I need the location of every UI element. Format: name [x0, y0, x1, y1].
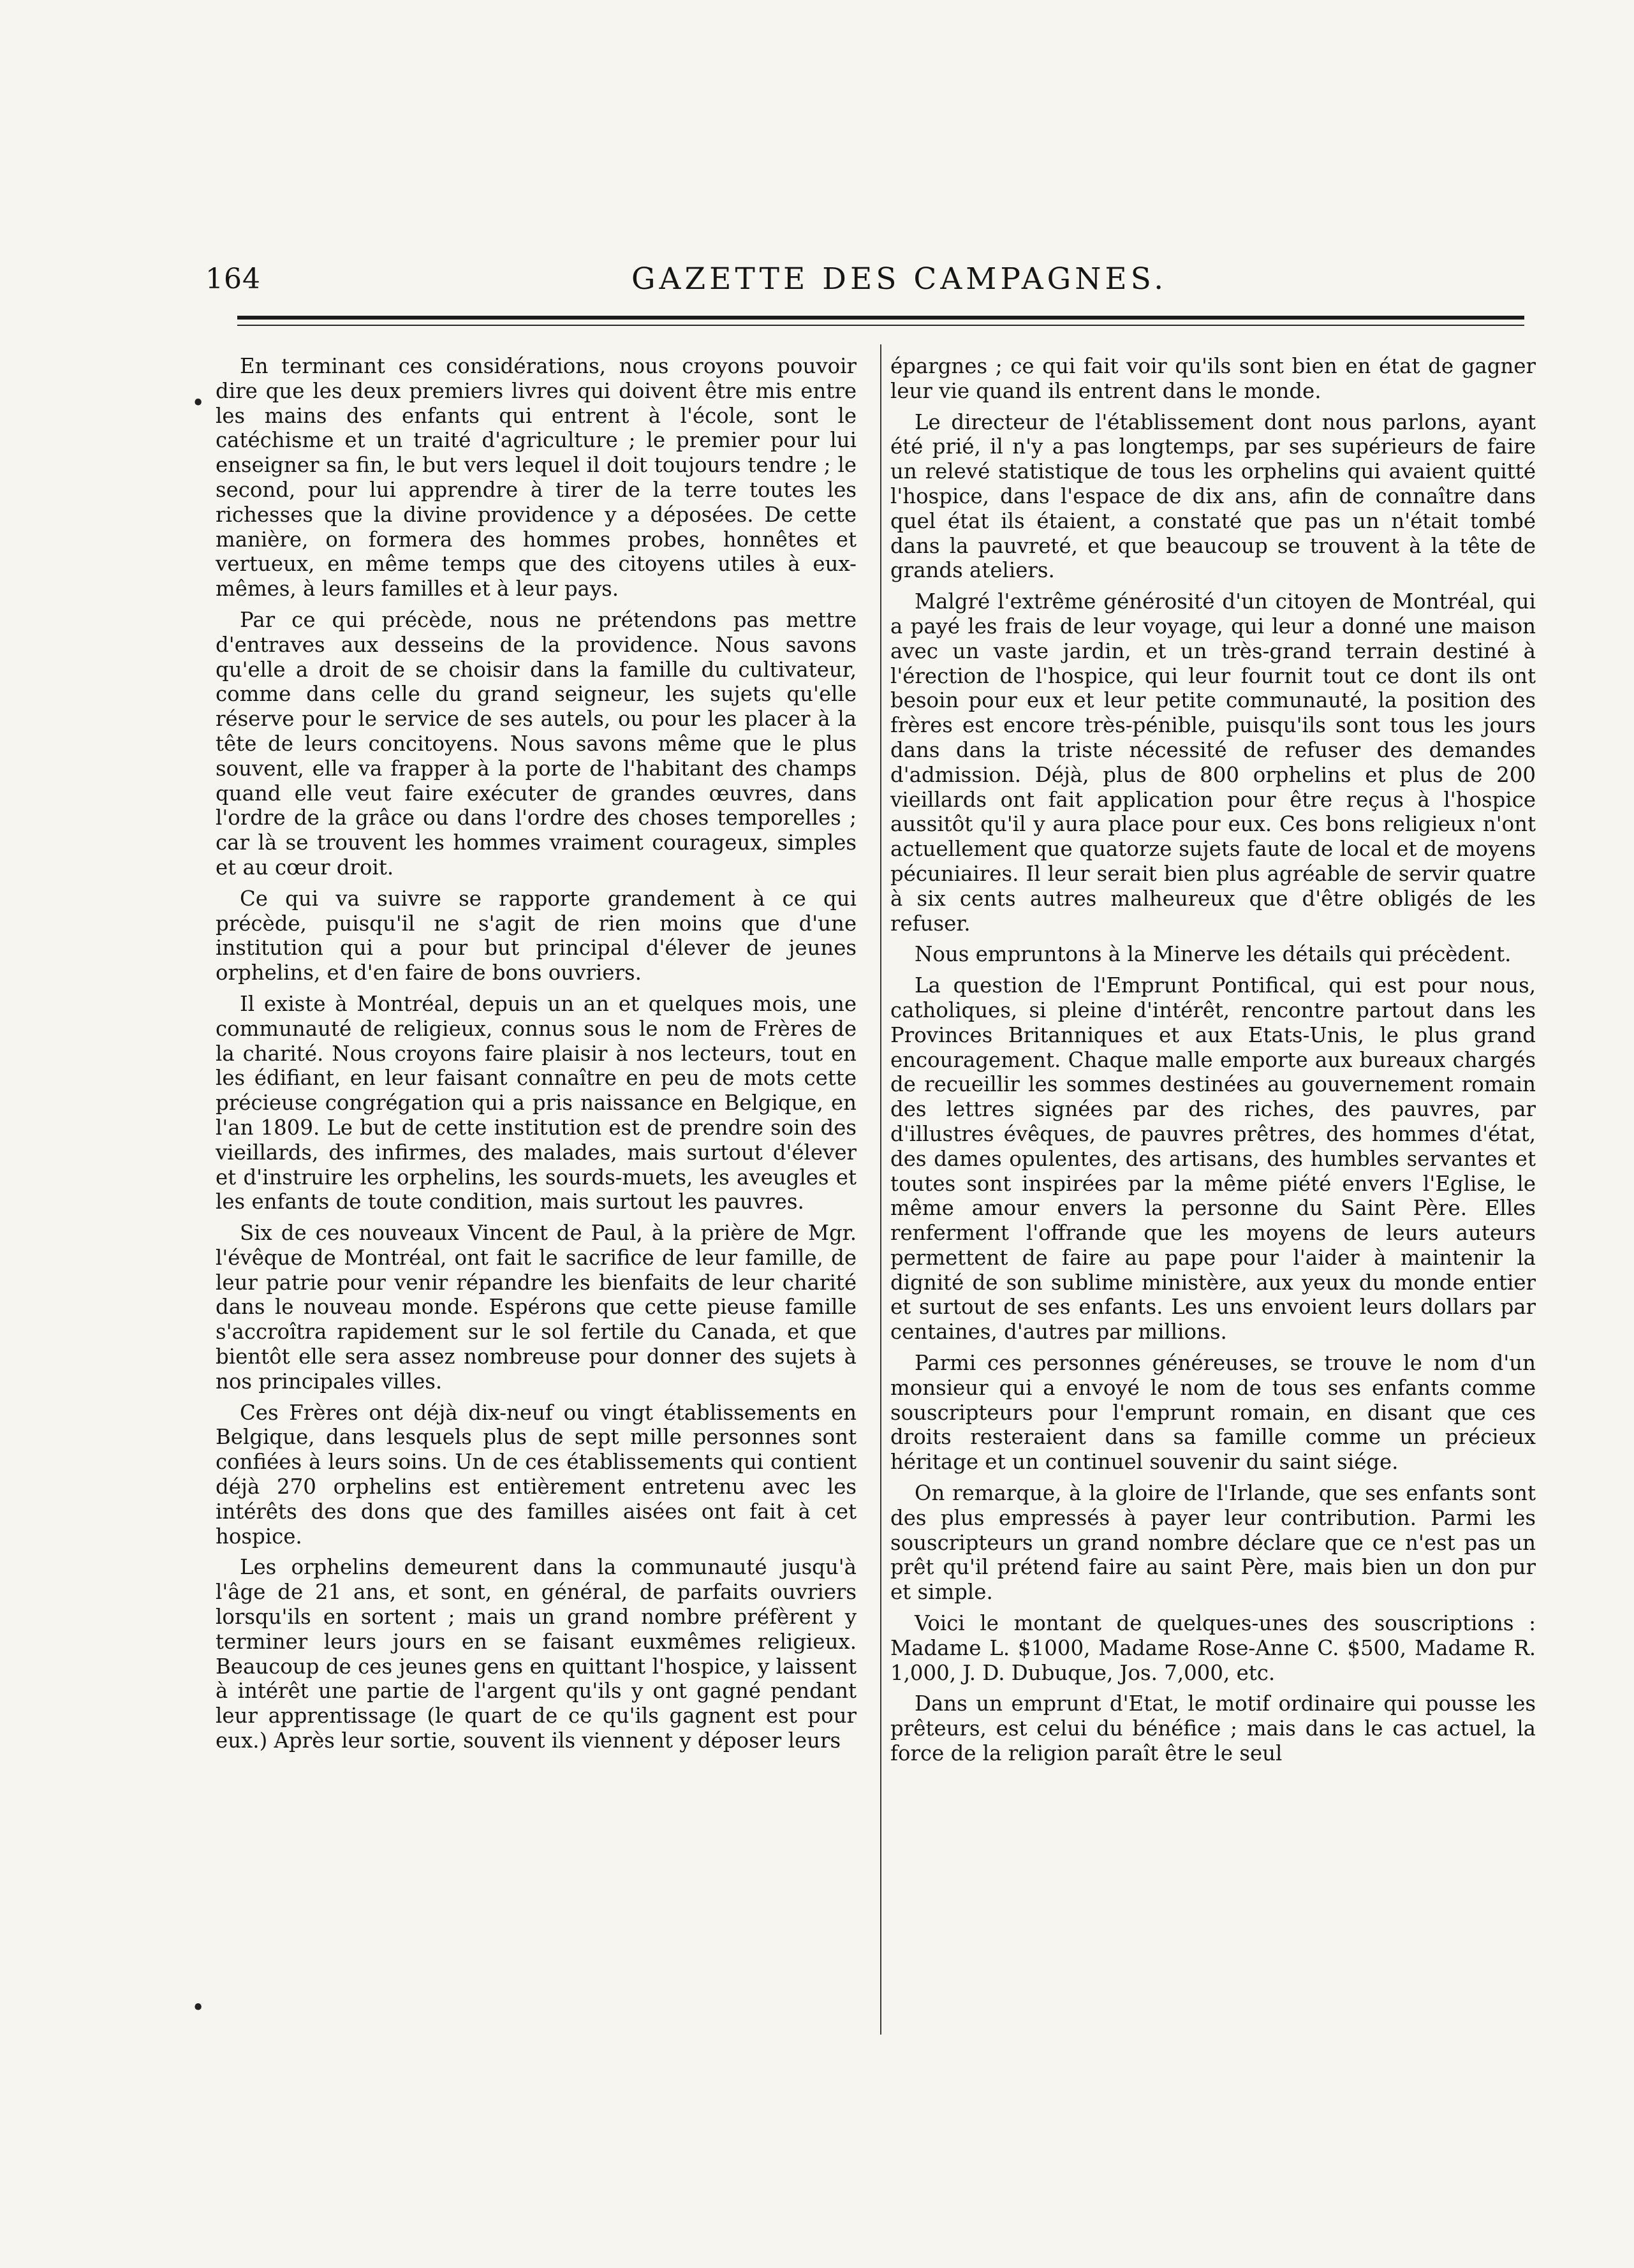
article-paragraph: Six de ces nouveaux Vincent de Paul, à la prière de Mgr. l'évêque de Montréal, ont fait le sacrifice de leur famille, de leur patrie pour venir répandre les bienfaits de leur charité dans le nouveau monde. Espérons que cette pieuse famille s'accroîtra rapidement sur le sol fertile du Canada, et que bientôt elle sera assez nombreuse pour donner des sujets à nos principales villes. — [216, 1221, 857, 1394]
page-number: 164 — [205, 263, 261, 295]
article-paragraph: Le directeur de l'établissement dont nous parlons, ayant été prié, il n'y a pas longtemps, par ses supérieurs de faire un relevé statistique de tous les orphelins qui avaient quitté l'hospice, dans l'espace de dix ans, afin de connaître dans quel état ils étaient, a constaté que pas un n'était tombé dans la pauvreté, et que beaucoup se trouvent à la tête de grands ateliers. — [890, 409, 1536, 583]
header-rule-thin — [237, 325, 1524, 326]
article-paragraph: Dans un emprunt d'Etat, le motif ordinaire qui pousse les prêteurs, est celui du bénéfice ; mais dans le cas actuel, la force de la religion paraît être le seul — [890, 1691, 1536, 1766]
article-paragraph: Ces Frères ont déjà dix-neuf ou vingt établissements en Belgique, dans lesquels plus de sept mille personnes sont confiées à leurs soins. Un de ces établissements qui contient déjà 270 orphelins est entièrement entretenu avec les intérêts des dons que des familles aisées ont fait à cet hospice. — [216, 1400, 857, 1549]
article-paragraph: Voici le montant de quelques-unes des souscriptions : Madame L. $1000, Madame Rose-Anne C. $500, Madame R. 1,000, J. D. Dubuque, Jos. 7,000, etc. — [890, 1611, 1536, 1685]
article-paragraph: Ce qui va suivre se rapporte grandement à ce qui précède, puisqu'il ne s'agit de rien moins que d'une institution qui a pour but principal d'élever de jeunes orphelins, et d'en faire de bons ouvriers. — [216, 886, 857, 985]
margin-dot: • — [191, 1995, 205, 2021]
article-paragraph: En terminant ces considérations, nous croyons pouvoir dire que les deux premiers livres qui doivent être mis entre les mains des enfants qui entrent à l'école, sont le catéchisme et un traité d'agriculture ; le premier pour lui enseigner sa fin, le but vers lequel il doit toujours tendre ; le second, pour lui apprendre à tirer de la terre toutes les richesses que la divine providence y a déposées. De cette manière, on formera des hommes probes, honnêtes et vertueux, en même temps que des citoyens utiles à eux-mêmes, à leurs familles et à leur pays. — [216, 354, 857, 601]
column-divider — [880, 344, 881, 2035]
left-column — [216, 354, 857, 1760]
running-title: GAZETTE DES CAMPAGNES. — [631, 261, 1168, 297]
article-paragraph: La question de l'Emprunt Pontifical, qui est pour nous, catholiques, si pleine d'intérêt, rencontre partout dans les Provinces Britanniques et aux Etats-Unis, le plus grand encouragement. Chaque malle emporte aux bureaux chargés de recueillir les sommes destinées au gouvernement romain des lettres signées par des riches, des pauvres, par d'illustres évêques, de pauvres prêtres, des hommes d'état, des dames opulentes, des artisans, des humbles servantes et toutes sont inspirées par la même piété envers l'Eglise, le même amour envers la personne du Saint Père. Elles renferment l'offrande que les moyens de leurs auteurs permettent de faire au pape pour l'aider à maintenir la dignité de son sublime ministère, aux yeux du monde entier et surtout de ses enfants. Les uns envoient leurs dollars par centaines, d'autres par millions. — [890, 973, 1536, 1344]
article-paragraph: On remarque, à la gloire de l'Irlande, que ses enfants sont des plus empressés à payer leur contribution. Parmi les souscripteurs un grand nombre déclare que ce n'est pas un prêt qu'il prétend faire au saint Père, mais bien un don pur et simple. — [890, 1481, 1536, 1605]
article-paragraph: Il existe à Montréal, depuis un an et quelques mois, une communauté de religieux, connus sous le nom de Frères de la charité. Nous croyons faire plaisir à nos lecteurs, tout en les édifiant, en leur faisant connaître en peu de mots cette précieuse congrégation qui a pris naissance en Belgique, en l'an 1809. Le but de cette institution est de prendre soin des vieillards, des infirmes, des malades, mais surtout d'élever et d'instruire les orphelins, les sourds-muets, les aveugles et les enfants de toute condition, mais surtout les pauvres. — [216, 991, 857, 1214]
article-paragraph: épargnes ; ce qui fait voir qu'ils sont bien en état de gagner leur vie quand ils entrent dans le monde. — [890, 354, 1536, 403]
article-paragraph: Parmi ces personnes généreuses, se trouve le nom d'un monsieur qui a envoyé le nom de tous ses enfants comme souscripteurs pour l'emprunt romain, en disant que ces droits resteraient dans sa famille comme un précieux héritage et un continuel souvenir du saint siége. — [890, 1351, 1536, 1475]
article-paragraph: Malgré l'extrême générosité d'un citoyen de Montréal, qui a payé les frais de leur voyage, qui leur a donné une maison avec un vaste jardin, et un très-grand terrain destiné à l'érection de l'hospice, qui leur fournit tout ce dont ils ont besoin pour eux et leur petite communauté, la position des frères est encore très-pénible, puisqu'ils sont tous les jours dans dans la triste nécessité de refuser des demandes d'admission. Déjà, plus de 800 orphelins et plus de 200 vieillards ont fait application pour être reçus à l'hospice aussitôt qu'il y aura place pour eux. Ces bons religieux n'ont actuellement que quatorze sujets faute de local et de moyens pécuniaires. Il leur serait bien plus agréable de servir quatre à six cents autres malheureux que d'être obligés de les refuser. — [890, 589, 1536, 936]
header-rule — [237, 316, 1524, 320]
right-column — [890, 354, 1536, 1772]
article-paragraph: Nous empruntons à la Minerve les détails qui précèdent. — [915, 942, 1512, 967]
article-paragraph: Par ce qui précède, nous ne prétendons pas mettre d'entraves aux desseins de la providence. Nous savons qu'elle a droit de se choisir dans la famille du cultivateur, comme dans celle du grand seigneur, les sujets qu'elle réserve pour le service de ses autels, ou pour les placer à la tête de leurs concitoyens. Nous savons même que le plus souvent, elle va frapper à la porte de l'habitant des champs quand elle veut faire exécuter de grandes œuvres, dans l'ordre de la grâce ou dans l'ordre des choses temporelles ; car là se trouvent les hommes vraiment courageux, simples et au cœur droit. — [216, 607, 857, 880]
margin-dot: • — [191, 390, 205, 416]
article-paragraph: Les orphelins demeurent dans la communauté jusqu'à l'âge de 21 ans, et sont, en général, de parfaits ouvriers lorsqu'ils en sortent ; mais un grand nombre préfèrent y terminer leurs jours en se faisant euxmêmes religieux. Beaucoup de ces jeunes gens en quittant l'hospice, y laissent à intérêt une partie de l'argent qu'ils y ont gagné pendant leur apprentissage (le quart de ce qu'ils gagnent est pour eux.) Après leur sortie, souvent ils viennent y déposer leurs — [216, 1555, 857, 1753]
